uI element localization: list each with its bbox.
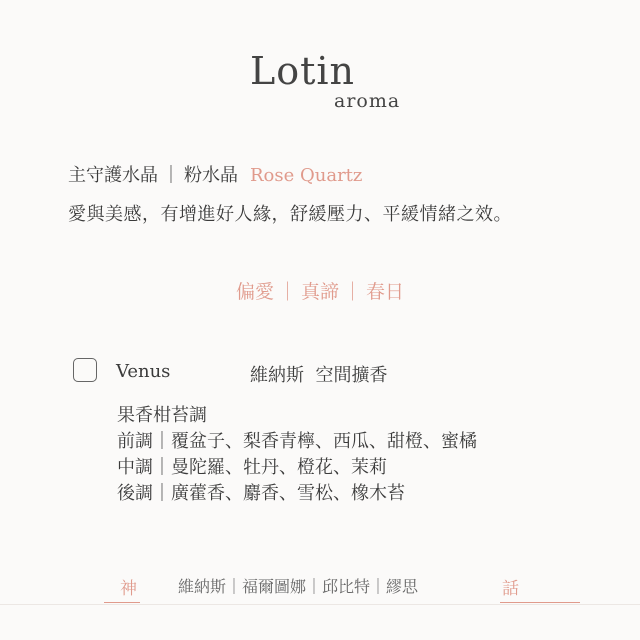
keyword-3: 春日: [366, 281, 405, 303]
keywords-row: [0, 277, 640, 304]
select-checkbox[interactable]: [73, 358, 97, 382]
note-family: 果香柑苔調: [117, 405, 207, 426]
crystal-separator: ｜: [162, 165, 180, 186]
keyword-2: 真諦: [300, 281, 339, 303]
footer-nav: [0, 574, 640, 604]
bottom-divider: [0, 604, 640, 605]
footer-series-list: 維納斯｜福爾圖娜｜邱比特｜繆思: [178, 577, 419, 596]
logo-wordmark: Lotin: [250, 49, 356, 93]
keyword-separator: ｜: [277, 281, 297, 303]
brand-logo: [250, 49, 401, 112]
footer-underline-right: [500, 602, 580, 603]
product-name-zh: 維納斯 空間擴香: [250, 365, 388, 386]
logo-subtitle: aroma: [334, 90, 401, 112]
footer-right-label[interactable]: 話: [502, 579, 519, 599]
crystal-benefit: 愛與美感，有增進好人緣，舒緩壓力、平緩情緒之效。: [68, 204, 512, 225]
fragrance-notes: [117, 403, 477, 507]
footer-underline-left: [104, 602, 140, 603]
note-base: 後調｜廣藿香、麝香、雪松、橡木苔: [117, 483, 405, 504]
product-name-en: Venus: [116, 361, 171, 382]
note-top: 前調｜覆盆子、梨香青檸、西瓜、甜橙、蜜橘: [117, 431, 477, 452]
crystal-name-en: Rose Quartz: [250, 165, 363, 186]
keyword-separator: ｜: [343, 281, 363, 303]
note-middle: 中調｜曼陀羅、牡丹、橙花、茉莉: [117, 457, 387, 478]
keyword-1: 偏愛: [235, 281, 274, 303]
crystal-name-zh: 粉水晶: [184, 165, 238, 186]
footer-left-label[interactable]: 神: [120, 579, 137, 599]
crystal-label: 主守護水晶: [68, 165, 158, 186]
guardian-crystal-line: [68, 167, 362, 185]
